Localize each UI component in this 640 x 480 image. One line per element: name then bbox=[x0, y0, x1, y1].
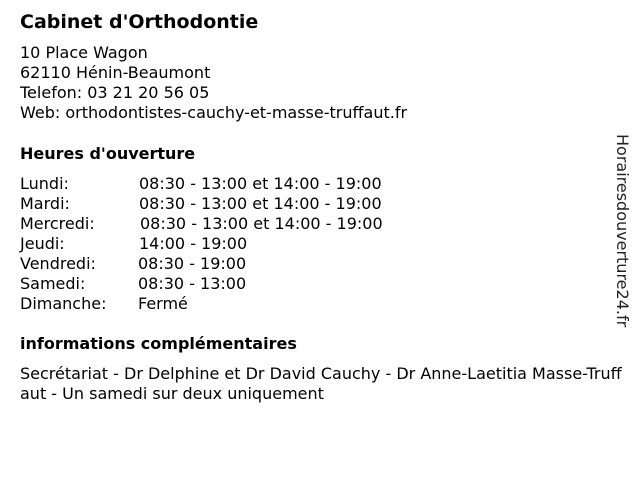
day-label: Samedi: bbox=[20, 274, 86, 293]
day-hours: 08:30 - 13:00 et 14:00 - 19:00 bbox=[139, 194, 382, 213]
additional-info-heading: informations complémentaires bbox=[20, 334, 297, 353]
day-hours: 08:30 - 19:00 bbox=[138, 254, 247, 273]
additional-info-text: Secrétariat - Dr Delphine et Dr David Cauchy - Dr Anne-Laetitia Masse-Truffaut - Un samedi sur deux uniquement bbox=[20, 364, 622, 403]
site-watermark bbox=[612, 134, 632, 350]
day-hours: 08:30 - 13:00 et 14:00 - 19:00 bbox=[140, 214, 383, 233]
business-name: Cabinet d'Orthodontie bbox=[20, 11, 259, 33]
website: Web: orthodontistes-cauchy-et-masse-truffaut.fr bbox=[20, 103, 408, 122]
business-address-block bbox=[20, 43, 407, 123]
day-hours: Fermé bbox=[138, 294, 188, 313]
day-hours: 08:30 - 13:00 bbox=[138, 274, 247, 293]
address-city: 62110 Hénin-Beaumont bbox=[20, 63, 211, 82]
day-label: Mercredi: bbox=[20, 214, 95, 233]
day-label: Dimanche: bbox=[20, 294, 107, 313]
day-label: Jeudi: bbox=[20, 234, 65, 253]
opening-hours-heading: Heures d'ouverture bbox=[20, 144, 196, 163]
day-label: Vendredi: bbox=[20, 254, 96, 273]
day-hours: 08:30 - 13:00 et 14:00 - 19:00 bbox=[139, 174, 382, 193]
day-label: Lundi: bbox=[20, 174, 69, 193]
day-hours: 14:00 - 19:00 bbox=[139, 234, 248, 253]
address-street: 10 Place Wagon bbox=[20, 43, 148, 62]
day-label: Mardi: bbox=[20, 194, 70, 213]
watermark-text: Horairesdouverture24.fr bbox=[613, 134, 632, 328]
phone-number: Telefon: 03 21 20 56 05 bbox=[20, 83, 210, 102]
